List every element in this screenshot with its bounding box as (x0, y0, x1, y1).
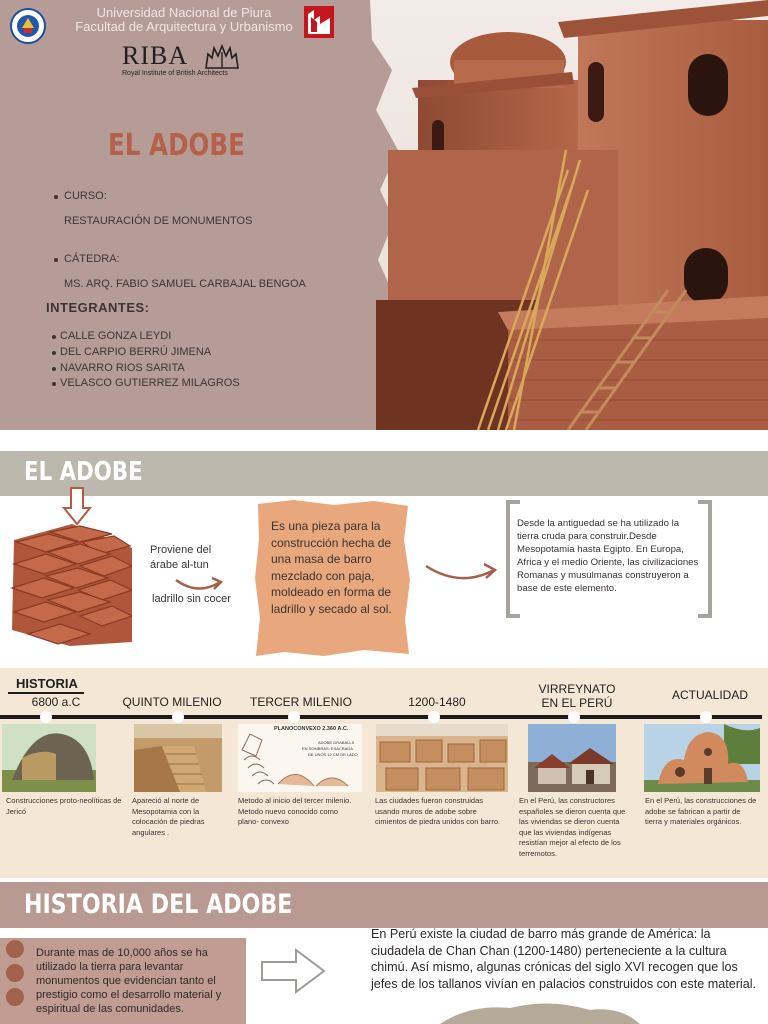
member-item: DEL CARPIO BERRÚ JIMENA (60, 346, 212, 358)
university-name: Universidad Nacional de Piura Facultad de Arquitectura y Urbanismo (75, 5, 293, 34)
modern-adobe-photo (644, 724, 760, 792)
bullet (54, 195, 58, 199)
definition-text: Es una pieza para la construcción hecha de una masa de barro mezclado con paja, moldeado en forma de ladrillo y secado al sol. (271, 519, 392, 616)
chan-chan-text: En Perú existe la ciudad de barro más grande de América: la ciudadela de Chan Chan (1200-1480) perteneciente a la cultura chimú. Así mismo, algunas crónicas del siglo XVI recogen que los jefes de los tallanos vivían en palacios construidos con este material. (371, 927, 757, 991)
adobe-building-photo (358, 0, 768, 430)
down-arrow-icon (62, 486, 92, 526)
riba-logo-icon: RIBA Royal Institute of British Architects (122, 42, 246, 82)
bullet (52, 351, 56, 355)
member-item: CALLE GONZA LEYDI (60, 330, 172, 342)
sketch-title: PLANOCONVEXO 2.360 A.C. (274, 726, 349, 732)
sketch-note: DE UNOS 12 CM DE LADO (308, 752, 358, 757)
hero-title: EL ADOBE (108, 128, 245, 163)
timeline-heading-underline (8, 692, 84, 694)
jericho-hut-photo (2, 724, 96, 792)
hero-section (0, 0, 768, 430)
history-note-text: Desde la antiguedad se ha utilizado la tierra cruda para construir.Desde Mesopotamia hasta Egipto. En Europa, Africa y el medio Oriente, las civilizaciones Romanas y musulmanas construyeron a base de este elemento. (517, 518, 699, 594)
bullet (52, 335, 56, 339)
timeline-marker (568, 711, 580, 723)
timeline-period-label: VIRREYNATO EN EL PERÚ (538, 682, 616, 710)
timeline-period-label: 1200-1480 (408, 695, 466, 709)
integrantes-heading: INTEGRANTES: (46, 300, 150, 315)
timeline-caption: Apareció al norte de Mesopotamia con la colocación de piedras angulares . (132, 796, 205, 837)
timeline-period-label: ACTUALIDAD (671, 688, 748, 702)
timeline-marker (428, 711, 440, 723)
timeline-marker (700, 711, 712, 723)
timeline-axis (0, 715, 762, 719)
timeline-period-label: QUINTO MILENIO (122, 695, 222, 709)
timeline-heading: HISTORIA (16, 676, 78, 691)
section-title: HISTORIA DEL ADOBE (24, 889, 293, 920)
bullet (52, 382, 56, 386)
section-title: EL ADOBE (24, 457, 143, 487)
timeline-caption: En el Perú, las construcciones de adobe se fabrican a partir de tierra y materiales orgánicos. (645, 796, 757, 826)
timeline-caption: En el Perú, las constructores españoles se dieron cuenta que las viviendas se dieron cuenta que las viviendas indígenas resistían mejor al efecto de los terremotos. (519, 796, 626, 858)
mesopotamia-wall-photo (134, 724, 222, 792)
bullet (54, 258, 58, 262)
member-item: NAVARRO RIOS SARITA (60, 362, 185, 374)
sketch-note: EN SOMBRAS: ESACRADA (302, 746, 353, 751)
sketch-note: ADOBE GRABALLS (318, 740, 355, 745)
bullet-circle (6, 940, 24, 958)
timeline-period-label: 6800 a.C (31, 695, 81, 709)
meaning-text: ladrillo sin cocer (152, 593, 231, 605)
bullet-circle (6, 964, 24, 982)
curved-arrow-icon (424, 558, 500, 584)
origin-text: Proviene del árabe al-tun (150, 544, 212, 571)
member-item: VELASCO GUTIERREZ MILAGROS (60, 377, 240, 389)
timeline-caption: Metodo al inicio del tercer milenio. Metodo nuevo conocido como plano- convexo (238, 796, 352, 826)
chan-chan-photo (376, 724, 508, 792)
timeline-caption: Construcciones proto-neolíticas de Jericó (6, 796, 122, 816)
adobe-bricks-photo (8, 520, 132, 646)
timeline-marker (172, 711, 184, 723)
right-arrow-icon (258, 946, 328, 996)
catedra-value: MS. ARQ. FABIO SAMUEL CARBAJAL BENGOA (64, 278, 306, 290)
fau-logo-icon (304, 6, 334, 38)
history-panel-text: Durante mas de 10,000 años se ha utilizado la tierra para levantar monumentos que evidencian tanto el prestigio como el desarrollo material y espiritual de las comunidades. (36, 947, 222, 1015)
timeline-caption: Las ciudades fueron construidas usando muros de adobe sobre cimientos de piedra unidos con barro. (375, 796, 501, 826)
colonial-house-photo (528, 724, 616, 792)
timeline-marker (288, 711, 300, 723)
timeline-marker (40, 711, 52, 723)
chan-chan-photo-edge (440, 998, 640, 1024)
university-seal-icon (10, 8, 46, 44)
bullet-circle (6, 988, 24, 1006)
timeline-period-label: TERCER MILENIO (249, 695, 352, 709)
bullet (52, 367, 56, 371)
riba-lion-icon (204, 44, 240, 70)
curso-label: CURSO: (64, 190, 107, 202)
planoconvexo-sketch (238, 724, 362, 792)
catedra-label: CÁTEDRA: (64, 253, 120, 265)
curso-value: RESTAURACIÓN DE MONUMENTOS (64, 215, 253, 227)
